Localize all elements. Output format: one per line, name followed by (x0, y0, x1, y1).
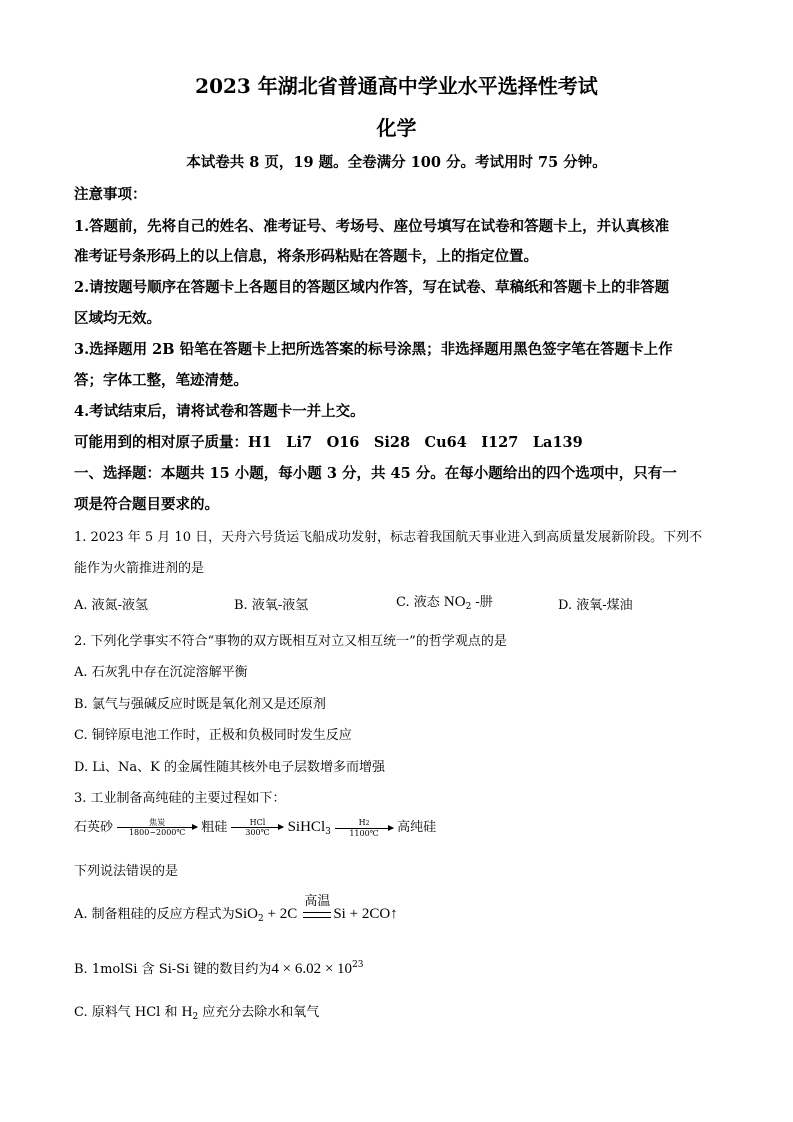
notice-item-3-line-2: 答；字体工整，笔迹清楚。 (74, 372, 248, 389)
arrow-1: 焦炭 1800~2000℃ (117, 818, 197, 837)
q3-stem: 3. 工业制备高纯硅的主要过程如下： (74, 791, 286, 806)
notice-item-1-line-2: 准考证号条形码上的以上信息，将条形码粘贴在答题卡，上的指定位置。 (74, 248, 538, 265)
notice-item-1-line-1: 1.答题前，先将自己的姓名、准考证号、考场号、座位号填写在试卷和答题卡上，并认真核准 (74, 218, 670, 235)
reaction-condition: 高温 (301, 907, 333, 922)
notice-item-2-line-2: 区域均无效。 (74, 310, 161, 327)
exam-info: 本试卷共 8 页，19 题。全卷满分 100 分。考试用时 75 分钟。 (186, 154, 607, 171)
exam-subject: 化学 (376, 116, 417, 140)
q2-option-d: D. Li、Na、K 的金属性随其核外电子层数增多而增强 (74, 760, 385, 775)
q1-option-c: C. 液态 $NO_2$ -肼 (396, 594, 493, 612)
q3-option-c: C. 原料气 HCl 和 $H_2$ 应充分去除水和氧气 (74, 1004, 320, 1022)
arrow-3: $\frac{H2}{1100℃}$ (335, 818, 393, 838)
notice-item-3-line-1: 3.选择题用 2B 铅笔在答题卡上把所选答案的标号涂黑；非选择题用黑色签字笔在答题卡上作 (74, 341, 673, 358)
atomic-mass-line: 可能用到的相对原子质量：H1 Li7 O16 Si28 Cu64 I127 La139 (74, 434, 583, 451)
q2-option-a: A. 石灰乳中存在沉淀溶解平衡 (74, 665, 248, 680)
q1-option-d: D. 液氧-煤油 (558, 598, 633, 613)
notice-item-4: 4.考试结束后，请将试卷和答题卡一并上交。 (74, 403, 365, 420)
section-heading-line-1: 一、选择题：本题共 15 小题，每小题 3 分，共 45 分。在每小题给出的四个选项中，只有一 (74, 465, 677, 482)
q1-option-b: B. 液氧-液氢 (234, 598, 309, 613)
q1-option-a: A. 液氮-液氢 (74, 598, 149, 613)
q1-stem-line-1: 1. 2023 年 5 月 10 日，天舟六号货运飞船成功发射，标志着我国航天事业进入到高质量发展新阶段。下列不 (74, 530, 703, 545)
section-heading-line-2: 项是符合题目要求的。 (74, 496, 219, 513)
q2-option-c: C. 铜锌原电池工作时，正极和负极同时发生反应 (74, 728, 352, 743)
q2-stem: 2. 下列化学事实不符合“事物的双方既相互对立又相互统一”的哲学观点的是 (74, 634, 507, 649)
notice-item-2-line-1: 2.请按题号顺序在答题卡上各题目的答题区域内作答，写在试卷、草稿纸和答题卡上的非答题 (74, 279, 670, 296)
q3-option-b: B. 1molSi 含 Si-Si 键的数目约为$4 \times 6.02 \times 10^{23}$ (74, 960, 364, 977)
q2-option-b: B. 氯气与强碱反应时既是氧化剂又是还原剂 (74, 697, 326, 712)
q1-stem-line-2: 能作为火箭推进剂的是 (74, 561, 205, 576)
exam-title: 2023 年湖北省普通高中学业水平选择性考试 (195, 74, 598, 98)
notice-heading: 注意事项： (74, 186, 147, 203)
q3-process-flow: 石英砂 焦炭 1800~2000℃ 粗硅 HCl 300℃ SiHCl$_3$ $\frac{H2}{1100℃}$ 高纯硅 (74, 817, 437, 838)
q3-question: 下列说法错误的是 (74, 864, 179, 879)
arrow-2: HCl 300℃ (231, 818, 283, 837)
q3-option-a: A. 制备粗硅的反应方程式为SiO$_2$ + 2C 高温 Si + 2CO↑ (74, 894, 398, 924)
